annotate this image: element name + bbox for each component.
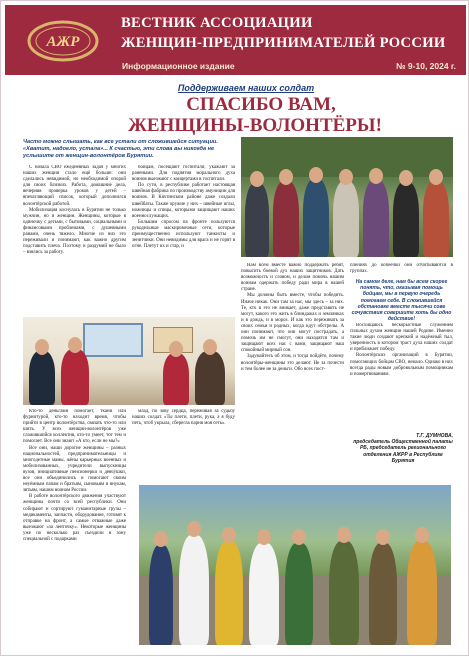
association-logo (25, 19, 101, 63)
column-3 (241, 263, 344, 479)
column-4-top (350, 263, 453, 279)
column-4-highlight: На самом деле, нам бы всем скорее понять, что, оказывая помощь бойцам, мы в первую очередь помогаем себе. В сложившейся обстановке вместе тысячи сове сочувствия совершите хоть бы одно действие! (351, 279, 452, 323)
signature (353, 433, 453, 464)
masthead-title-line2: ЖЕНЩИН-ПРЕДПРИНИМАТЕЛЕЙ РОССИИ (121, 35, 446, 51)
article-kicker: Поддерживаем наших солдат (177, 83, 315, 93)
article-lead: Часто можно слышать, как все устали от сложившейся ситуации. «Хватит, надоело, устала»... К счастью, эти слова вы никогда не услышите от женщин-волонтёров Бурятии. (23, 139, 218, 159)
paragraph: плениях до копеечки они отчитываются в группах. (350, 263, 453, 275)
photo-volunteers-outdoors (139, 485, 451, 645)
column-1-middle (23, 409, 126, 653)
logo-text: АЖР (46, 34, 80, 50)
paragraph: Кто-то деньгами помогает, ткани или фурнитурой, кто-то находит время, чтобы прийти в центр волонтёрства, связать что-то или шить. У всех женщин-волонтёров уже сложившийся коллектив, кто-то умеет, тот тем и помогает. Все они знают «А кто, если не мы?» (23, 409, 126, 445)
signature-name: Т.Г. ДУМНОВА, (416, 433, 453, 439)
column-1-top (23, 165, 126, 315)
photo-volunteers-group (241, 137, 453, 257)
paragraph: Большим спросом на фронте пользуются рукодельные маскировочные сети, которые преимущественно используют танкисты и зенитчики. Они невидимы для врага и не горят в огне. Плетут их и стар, и (132, 219, 235, 250)
issue-number: № 9-10, 2024 г. (396, 61, 456, 71)
paragraph: С начала СВО ежедневных задач у многих наших женщин стало ещё больше: они сделались невидимой, но необходимой опорой для своих близких. Работа, домашние дела, вечерняя проверка уроков у детей – впечатляющий список, который дополнился волонтёрской работой. (23, 165, 126, 207)
paragraph: млад, по зову сердца, переживая за судьбу наших солдат. «Ты плети, плети, рука, а я буду петь, чтоб укрыла, сберегла парня моя сеть». (132, 409, 235, 427)
paragraph: По сути, в республике работает настоящая швейная фабрика по производству амуниции для воинов. В Кяхтинском районе даже создали швейбаты. Также оружие у них – швейные иглы, ножницы и спицы, которыми защищают наших военнослужащих. (132, 183, 235, 219)
paragraph: В работе волонтёрского движения участвуют женщины почти со всей республики. Они собирают и сортируют гуманитарные грузы – медикаменты, запчасти, оборудование, готовят к отправке на фронт, а самые отважные даже выезжают «за ленточку». Некоторые женщины уже по несколько раз съездили в зону специальной с подарками (23, 494, 126, 542)
column-2-top (132, 165, 235, 315)
paragraph: Все они, наши дорогие женщины – разных национальностей, предпринимательницы и многодетные мамы, жёны карьерных военных и мобилизованных, учредители выпускницы вузов, инициативные пенсионерки и девчушки, все они объединились и помогают своим неуёмным папам и братьям, сыновьям и внукам, зятьям, нашим воинам России. (23, 445, 126, 494)
masthead-subtitle: Информационное издание (122, 61, 235, 71)
column-2-middle (132, 409, 235, 479)
signature-role: председатель Общественной палаты РБ, председатель регионального отделения АЖРР в Республике Бурятия (353, 439, 453, 464)
paragraph: Волонтёрских организаций в Бурятии, помогающих бойцам СВО, немало. Однако в них всегда рады новым добровольным помощникам и пожертвованиям. (350, 353, 453, 377)
paragraph: бойцам, посещают госпитали, укажают за ранеными. Для поднятия морального духа воинов выезжают с концертами в госпитали. (132, 165, 235, 183)
masthead-title-line1: ВЕСТНИК АССОЦИАЦИИ (121, 15, 313, 31)
photo-volunteers-center (23, 317, 235, 405)
paragraph: Мы должны быть вместе, чтобы победить. Иначе никак. Они там за нас, мы здесь – за них. Те, кто в это не вникает, даже представить не могут, какого это жить в блиндажах и землянках и в дождь, и в мороз. И как это переживать за своих семьи и родных, когда идут обстрелы. А они понимают, что они могут пострадать, а помочь им не смогут, они находятся там и защищают всех нас с вами, защищают наш спокойный мирный сон. (241, 293, 344, 354)
paragraph: Мобилизация коснулась в Бурятии не только мужчин, но и женщин. Женщины, которые в одиночку с детьми, с бытовыми, социальными и финансовыми проблемами, с душевными ранами, очень тяжело. Многие из них это переживали и понимают, как важно другим подставить плечо. Поэтому и раздумий не было – взялись за работу. (23, 207, 126, 256)
paragraph: Нам всем вместе важно поддержать ребят, повысить боевой дух наших защитников. Дать возможность и словом, и делом помочь нашим воинам одержать победу ради мира в нашей стране. (241, 263, 344, 293)
masthead-title (121, 15, 446, 52)
paragraph: Восхищаюсь бескорыстные служением сильных духом женщин нашей Родине. Именно такие люди создают крепкий и надёжный тыл, уверенность в котором траст духа наших солдат и приближает победу. (350, 323, 453, 353)
article-title-line1: СПАСИБО ВАМ, (186, 94, 336, 115)
column-4-rest (350, 323, 453, 433)
article-title-line2: ЖЕНЩИНЫ-ВОЛОНТЁРЫ! (128, 115, 382, 136)
paragraph: Задумайтесь об этом, и тогда пойдёте, почему волонтёры-женщины это делают. Не за почести и тем более не за деньги. Обо всех пост- (241, 354, 344, 372)
masthead (5, 5, 466, 75)
